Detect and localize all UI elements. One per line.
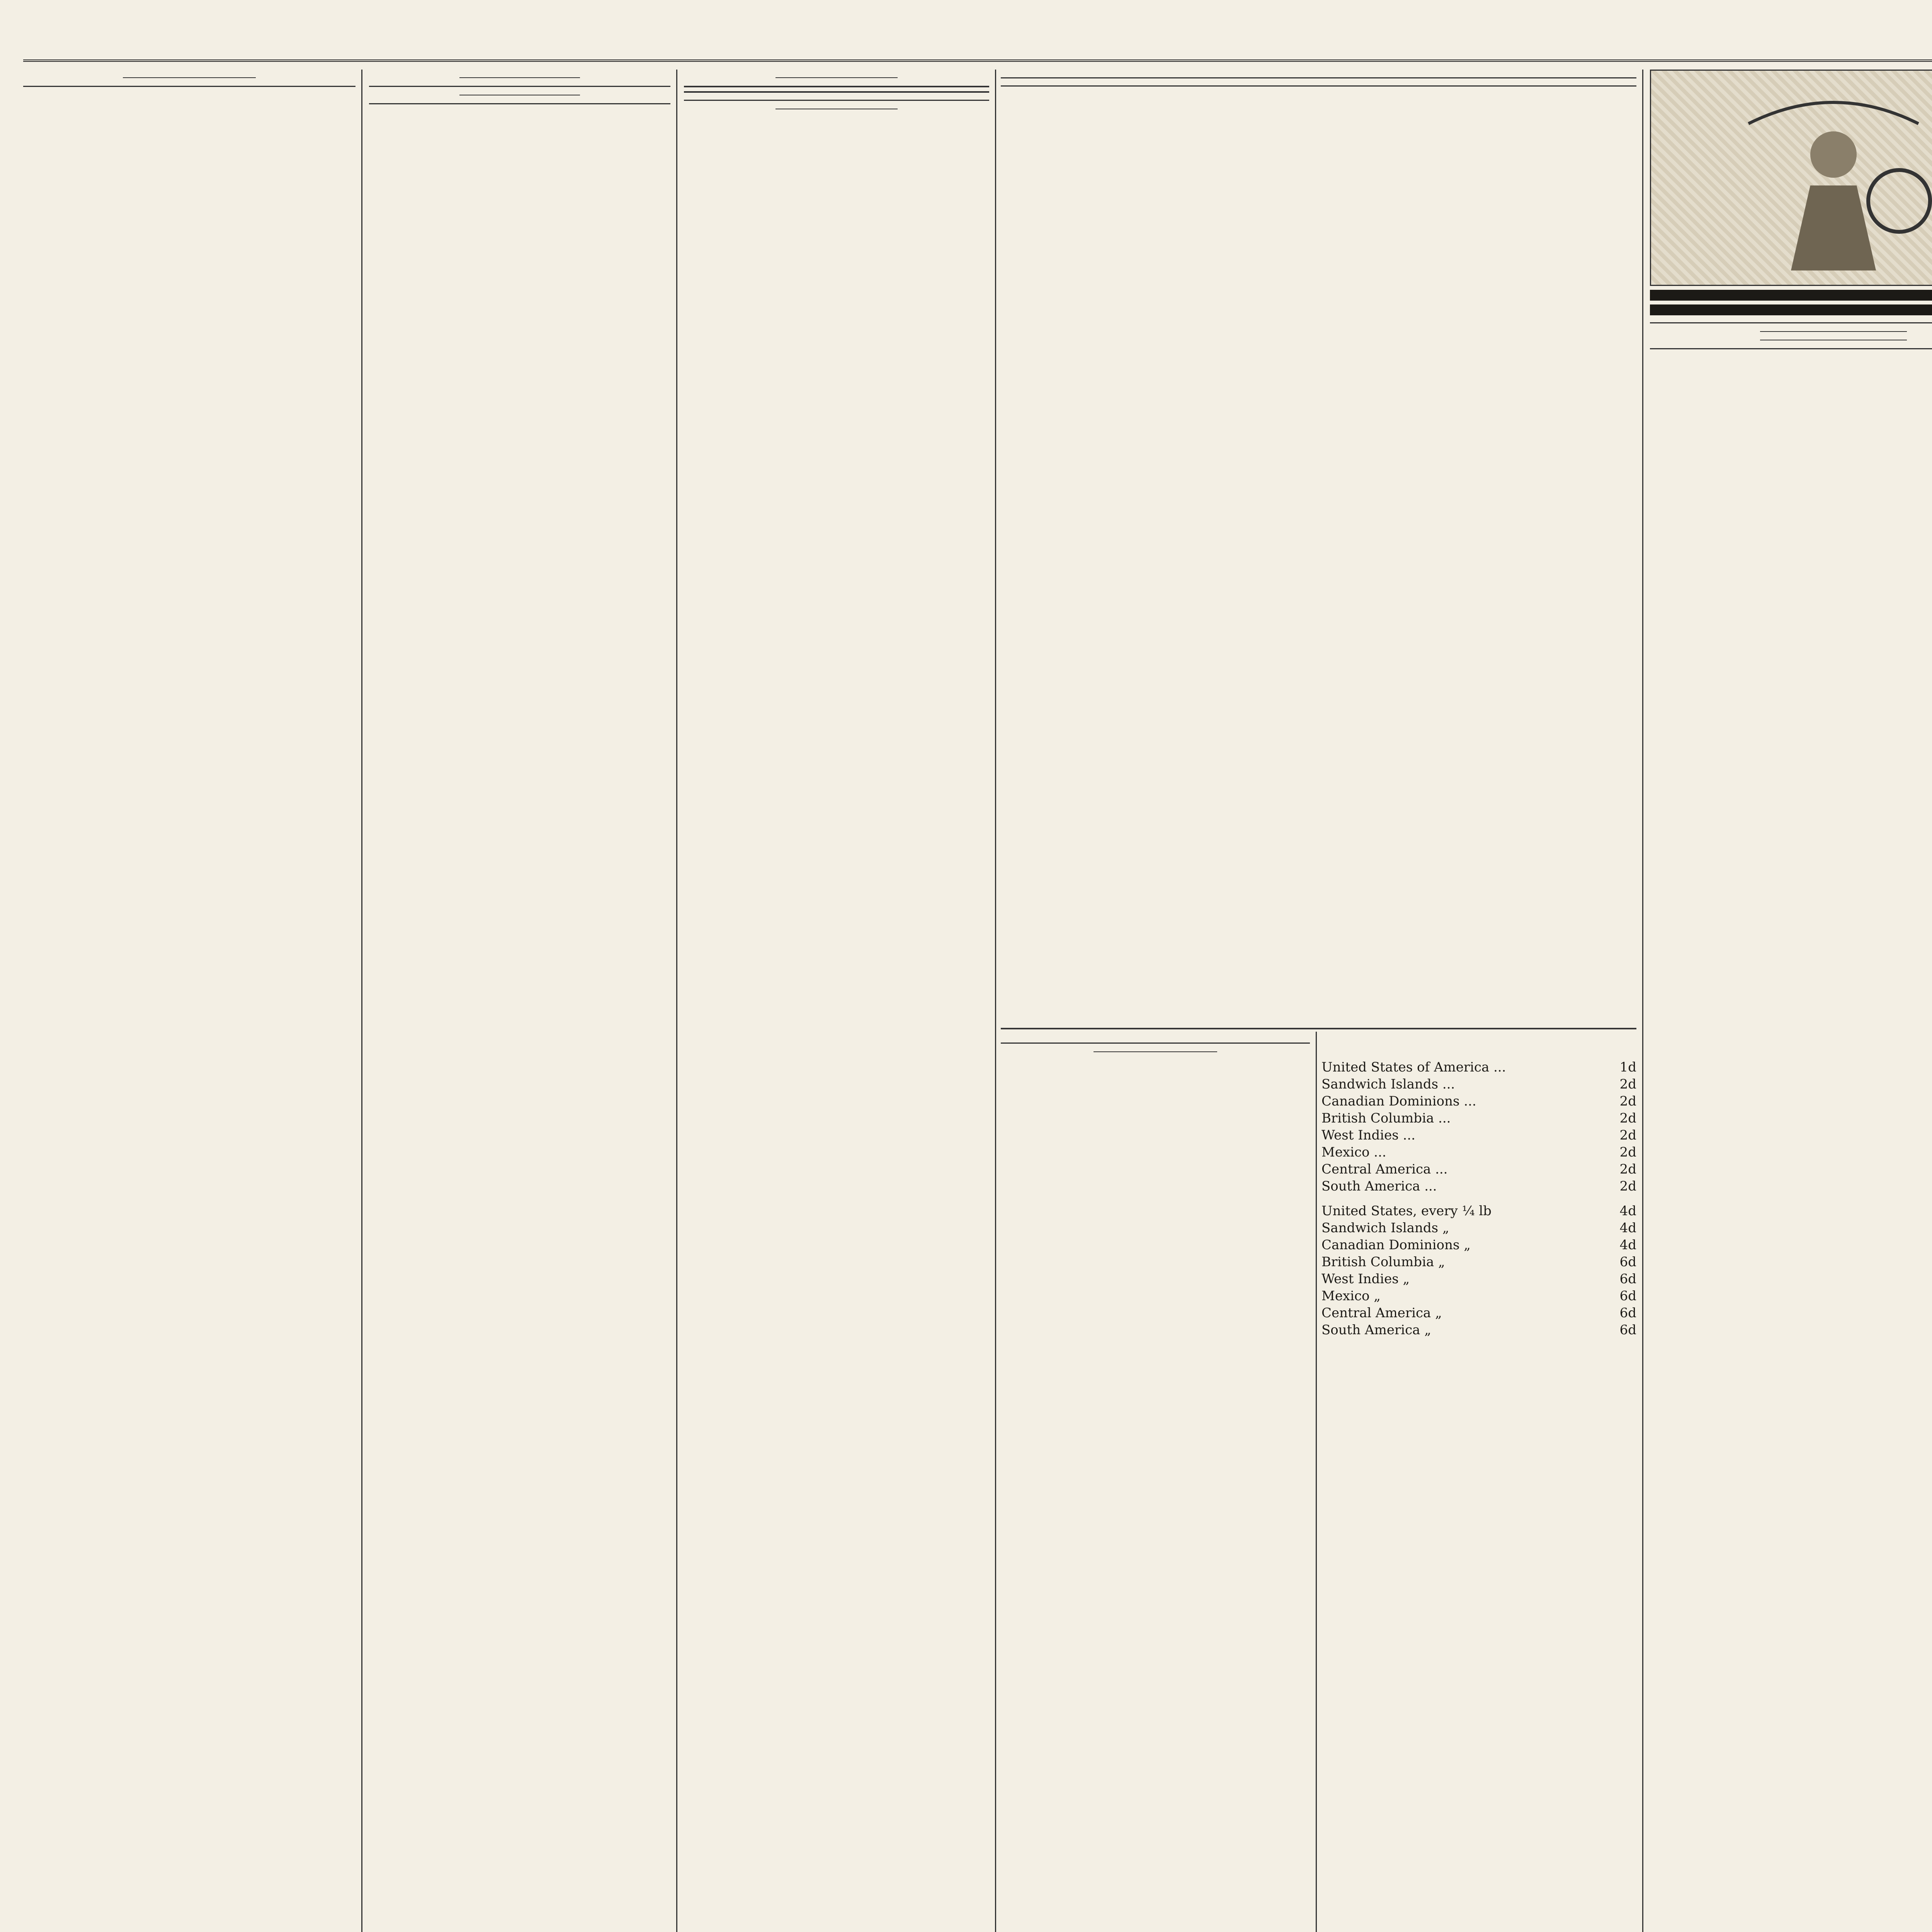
rate-row — [1321, 1270, 1636, 1287]
column-rule — [1316, 1032, 1317, 1932]
column-rule — [995, 70, 996, 1932]
rate-label: British Columbia „ — [1321, 1254, 1445, 1270]
rate-label: Sandwich Islands ... — [1321, 1077, 1455, 1092]
rate-row — [1321, 1321, 1636, 1338]
section-rule — [1001, 1028, 1636, 1029]
rate-label: Canadian Dominions ... — [1321, 1094, 1476, 1109]
rate-label: South America „ — [1321, 1322, 1431, 1338]
column-reading-places — [1001, 1036, 1310, 1932]
column-russia — [23, 70, 355, 1932]
rate-value: 4d — [1619, 1237, 1636, 1253]
rate-value: 2d — [1619, 1128, 1636, 1143]
allegory-icon — [1733, 77, 1932, 278]
masthead — [23, 12, 1932, 62]
rate-value: 2d — [1619, 1094, 1636, 1109]
rate-label: Central America ... — [1321, 1162, 1448, 1177]
column-rule — [676, 70, 677, 1932]
rate-value: 6d — [1619, 1322, 1636, 1338]
rate-label: British Columbia ... — [1321, 1111, 1451, 1126]
rate-value: 2d — [1619, 1162, 1636, 1177]
rate-row — [1321, 1161, 1636, 1178]
column-postage — [1321, 1036, 1636, 1932]
rate-row — [1321, 1304, 1636, 1321]
rate-label: Sandwich Islands „ — [1321, 1220, 1449, 1236]
rate-value: 4d — [1619, 1203, 1636, 1219]
rate-row — [1321, 1202, 1636, 1219]
rate-label: Canadian Dominions „ — [1321, 1237, 1471, 1253]
column-rule — [361, 70, 362, 1932]
column-holloway — [1650, 70, 1932, 1932]
rate-label: United States of America ... — [1321, 1060, 1506, 1075]
rate-row — [1321, 1110, 1636, 1127]
rate-label: United States, every ¼ lb — [1321, 1203, 1492, 1219]
rate-value: 2d — [1619, 1111, 1636, 1126]
column-rule — [1642, 70, 1643, 1932]
rate-value: 6d — [1619, 1254, 1636, 1270]
job-printing-ad — [1001, 70, 1636, 1028]
rate-label: West Indies ... — [1321, 1128, 1415, 1143]
rate-row — [1321, 1219, 1636, 1236]
ointment-banner — [1650, 304, 1932, 315]
rate-row — [1321, 1127, 1636, 1144]
rate-row — [1321, 1144, 1636, 1161]
rate-row — [1321, 1076, 1636, 1093]
rate-label: Mexico „ — [1321, 1288, 1381, 1304]
rate-label: Central America „ — [1321, 1305, 1442, 1321]
rate-row — [1321, 1236, 1636, 1253]
rate-value: 2d — [1619, 1179, 1636, 1194]
rate-row — [1321, 1178, 1636, 1195]
rate-value: 2d — [1619, 1077, 1636, 1092]
rate-value: 2d — [1619, 1145, 1636, 1160]
dwt-table — [684, 91, 989, 93]
gold-table — [684, 86, 989, 87]
rate-value: 1d — [1619, 1060, 1636, 1075]
rate-label: South America ... — [1321, 1179, 1437, 1194]
rate-value: 6d — [1619, 1271, 1636, 1287]
engraving-image — [1650, 70, 1932, 286]
rate-value: 6d — [1619, 1305, 1636, 1321]
rate-label: West Indies „ — [1321, 1271, 1410, 1287]
column-gold — [684, 70, 989, 1932]
rate-row — [1321, 1287, 1636, 1304]
rate-value: 6d — [1619, 1288, 1636, 1304]
pills-banner — [1650, 290, 1932, 301]
rate-row — [1321, 1059, 1636, 1076]
column-post-office — [369, 70, 670, 1932]
rate-row — [1321, 1093, 1636, 1110]
rate-row — [1321, 1253, 1636, 1270]
rate-value: 4d — [1619, 1220, 1636, 1236]
rate-label: Mexico ... — [1321, 1145, 1386, 1160]
